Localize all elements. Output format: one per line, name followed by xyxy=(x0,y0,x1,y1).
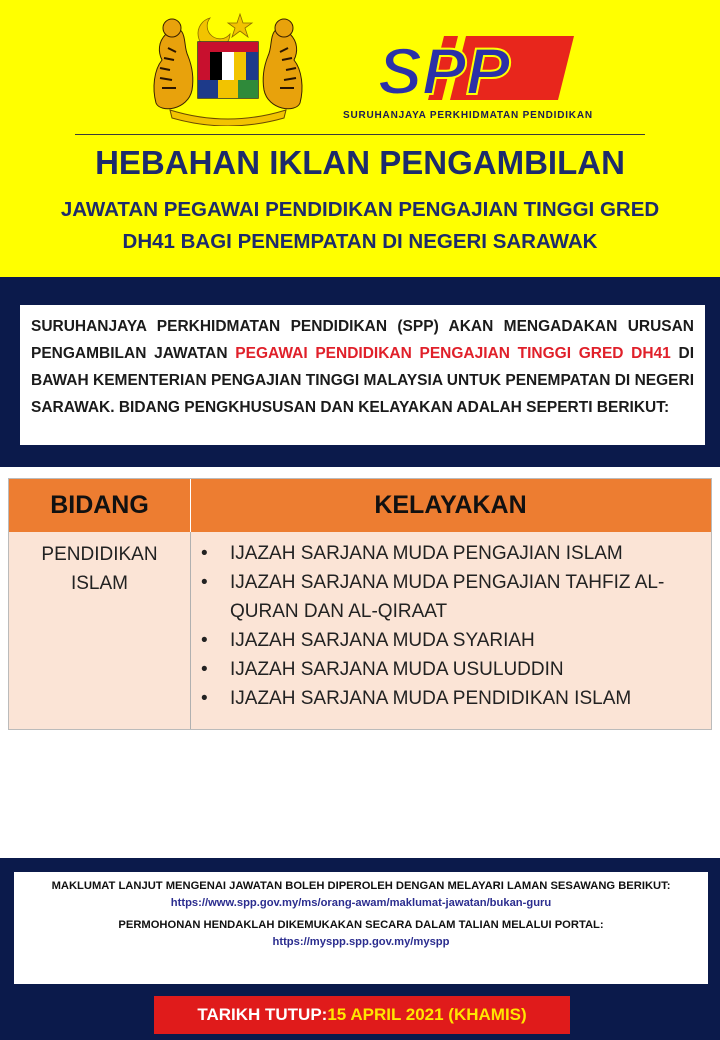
list-item xyxy=(199,684,699,713)
portal-link[interactable]: https://myspp.spp.gov.my/myspp xyxy=(272,936,450,948)
spp-logo-text: SPP xyxy=(378,34,511,108)
subtitle-line-2: DH41 BAGI PENEMPATAN DI NEGERI SARAWAK xyxy=(122,230,598,253)
header-divider xyxy=(75,134,645,135)
info-text-1: MAKLUMAT LANJUT MENGENAI JAWATAN BOLEH DIPEROLEH DENGAN MELAYARI LAMAN SESAWANG BERIKUT: xyxy=(51,880,671,892)
intro-part-1: SURUHANJAYA PERKHIDMATAN PENDIDIKAN (SPP) AKAN MENGADAKAN URUSAN PENGAMBILAN JAWATAN xyxy=(31,318,694,362)
bullet-icon: • xyxy=(201,572,208,593)
info-box xyxy=(14,872,708,984)
kelayakan-text: IJAZAH SARJANA MUDA PENGAJIAN ISLAM xyxy=(230,543,623,564)
closing-label: TARIKH TUTUP: xyxy=(197,1005,328,1024)
bullet-icon: • xyxy=(201,543,208,564)
kelayakan-text: IJAZAH SARJANA MUDA PENDIDIKAN ISLAM xyxy=(230,688,632,709)
spp-logo-icon xyxy=(374,28,574,108)
column-divider xyxy=(190,532,191,729)
bullet-icon: • xyxy=(201,659,208,680)
list-item xyxy=(199,539,699,568)
closing-date-badge xyxy=(154,996,570,1034)
page-title: HEBAHAN IKLAN PENGAMBILAN xyxy=(95,144,625,181)
kelayakan-text: IJAZAH SARJANA MUDA SYARIAH xyxy=(230,630,535,651)
list-item xyxy=(199,626,699,655)
info-text-2: PERMOHONAN HENDAKLAH DIKEMUKAKAN SECARA DALAM TALIAN MELALUI PORTAL: xyxy=(118,919,604,931)
bullet-icon: • xyxy=(201,630,208,651)
list-item xyxy=(199,568,699,626)
kelayakan-text: IJAZAH SARJANA MUDA PENGAJIAN TAHFIZ AL-QURAN DAN AL-QIRAAT xyxy=(230,572,665,622)
table-row xyxy=(9,532,711,729)
bidang-cell xyxy=(9,540,190,598)
intro-text xyxy=(31,313,694,421)
coat-of-arms-icon xyxy=(148,8,308,126)
closing-date: 15 APRIL 2021 (KHAMIS) xyxy=(327,1005,527,1024)
table-header xyxy=(9,479,711,532)
kelayakan-list xyxy=(199,539,699,713)
bullet-icon: • xyxy=(201,688,208,709)
bidang-line-2: ISLAM xyxy=(70,573,129,594)
list-item xyxy=(199,655,699,684)
kelayakan-text: IJAZAH SARJANA MUDA USULUDDIN xyxy=(230,659,564,680)
page-subtitle xyxy=(20,194,700,258)
qualification-table xyxy=(8,478,712,730)
header xyxy=(0,0,720,277)
intro-box xyxy=(20,305,705,445)
intro-highlight: PEGAWAI PENDIDIKAN PENGAJIAN TINGGI GRED DH41 xyxy=(235,345,671,362)
intro-part-2: DI BAWAH KEMENTERIAN PENGAJIAN TINGGI MALAYSIA UNTUK PENEMPATAN DI NEGERI SARAWAK. BIDANG PENGKHUSUSAN DAN KELAYAKAN ADALAH SEPERTI BERIKUT: xyxy=(31,345,695,416)
spp-subtitle: SURUHANJAYA PERKHIDMATAN PENDIDIKAN xyxy=(343,110,593,121)
header-kelayakan: KELAYAKAN xyxy=(374,491,527,519)
header-bidang: BIDANG xyxy=(50,491,149,519)
job-info-link[interactable]: https://www.spp.gov.my/ms/orang-awam/maklumat-jawatan/bukan-guru xyxy=(170,897,552,909)
subtitle-line-1: JAWATAN PEGAWAI PENDIDIKAN PENGAJIAN TINGGI GRED xyxy=(60,198,660,221)
bidang-line-1: PENDIDIKAN xyxy=(41,544,158,565)
